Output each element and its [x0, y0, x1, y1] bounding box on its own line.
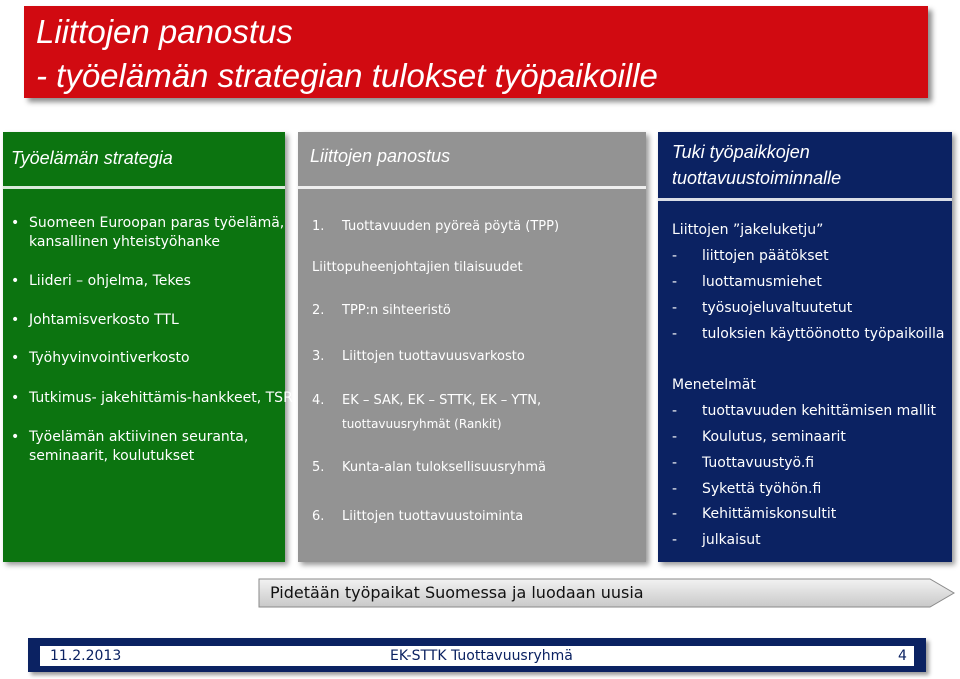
banner-text: Pidetään työpaikat Suomessa ja luodaan uusia [270, 583, 644, 602]
list-item: - Sykettä työhön.fi [672, 481, 822, 497]
numbered-item: 1. Tuottavuuden pyöreä pöytä (TPP) [312, 219, 560, 234]
unions-heading: Liittojen panostus [310, 146, 451, 166]
strategy-heading: Työelämän strategia [11, 148, 173, 168]
bullet-icon: • [11, 215, 20, 231]
bullet-icon: • [11, 273, 20, 289]
chain-title: Liittojen ”jakeluketju” [672, 222, 824, 238]
support-heading-line-1: Tuki työpaikkojen [672, 142, 810, 162]
list-item: - Kehittämiskonsultit [672, 506, 837, 522]
list-item: - työsuojeluvaltuutetut [672, 300, 853, 316]
bullet-icon: • [11, 312, 20, 328]
footer-organization: EK-STTK Tuottavuusryhmä [390, 648, 573, 664]
numbered-item: 3. Liittojen tuottavuusvarkosto [312, 349, 525, 364]
footer-date: 11.2.2013 [50, 648, 122, 664]
numbered-item: 2. TPP:n sihteeristö [312, 303, 451, 318]
numbered-item: 6. Liittojen tuottavuustoiminta [312, 509, 524, 524]
numbered-item: Liittopuheenjohtajien tilaisuudet [312, 260, 523, 275]
page-number: 4 [898, 648, 907, 664]
numbered-item: 5. Kunta-alan tuloksellisuusryhmä [312, 460, 546, 475]
footer-bar [28, 638, 926, 672]
list-item: - tuottavuuden kehittämisen mallit [672, 403, 937, 419]
list-item: - Tuottavuustyö.fi [672, 455, 815, 471]
methods-title: Menetelmät [672, 377, 756, 393]
support-heading-line-2: tuottavuustoiminnalle [672, 168, 842, 188]
conclusion-arrow-banner [258, 578, 956, 608]
bullet-icon: • [11, 350, 20, 366]
unions-column [298, 132, 646, 562]
list-item: - julkaisut [672, 532, 761, 548]
slide-title [24, 6, 928, 98]
support-column [658, 132, 952, 562]
numbered-item-continued: tuottavuusryhmät (Rankit) [342, 417, 502, 431]
column-divider [3, 186, 285, 189]
numbered-item: 4. EK – SAK, EK – STTK, EK – YTN, [312, 393, 542, 408]
footer-strip [40, 646, 914, 666]
bullet-icon: • [11, 429, 20, 445]
title-line-2: - työelämän strategian tulokset työpaikoille [36, 57, 658, 94]
list-item: - liittojen päätökset [672, 248, 829, 264]
column-divider [298, 186, 646, 189]
list-item: - tuloksien käyttöönotto työpaikoilla [672, 326, 945, 342]
title-line-1: Liittojen panostus [36, 13, 293, 50]
column-divider [658, 198, 952, 201]
list-item: - Koulutus, seminaarit [672, 429, 846, 445]
list-item: - luottamusmiehet [672, 274, 822, 290]
strategy-column: Työelämän strategia • Suomeen Euroopan paras työelämä, kansallinen yhteistyöhanke • Liideri – ohjelma, Tekes • Johtamisverkosto TTL • Työhyvinvointiverkosto • Tutkimus- jakehittämis-hankkeet, TSR • Työelämän aktiivinen seuranta, seminaarit, koulutukset [3, 132, 285, 562]
bullet-icon: • [11, 390, 20, 406]
